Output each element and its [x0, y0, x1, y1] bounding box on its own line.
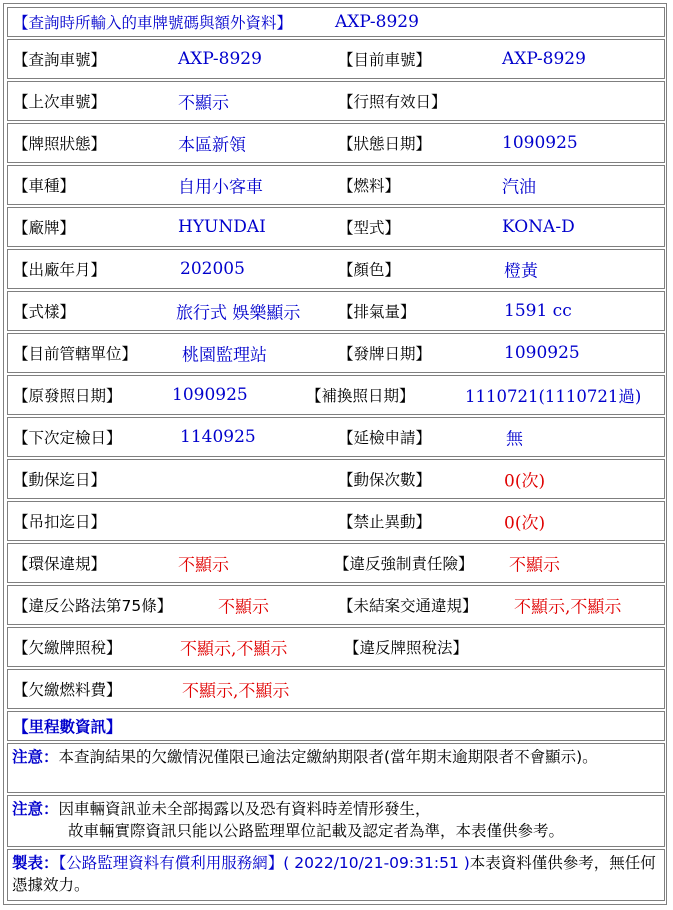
- note-disclaimer: [7, 795, 665, 847]
- label-highway-act-violation: 【違反公路法第75條】: [13, 597, 173, 615]
- value-plate-status: 本區新領: [178, 135, 246, 156]
- label-manufacture-date: 【出廠年月】: [13, 261, 107, 279]
- label-insurance-violation: 【違反強制責任險】: [334, 555, 474, 573]
- query-title-value: AXP-8929: [335, 12, 419, 32]
- label-issue-date: 【發牌日期】: [338, 345, 432, 363]
- label-plate-status: 【牌照狀態】: [13, 135, 107, 153]
- note-disclaimer-line2: 故車輛實際資訊只能以公路監理單位記載及認定者為準，本表僅供參考。: [68, 822, 565, 840]
- value-insurance-violation: 不顯示: [509, 555, 560, 576]
- label-pending-traffic-violation: 【未結案交通違規】: [338, 597, 478, 615]
- row-vehicle-type: [7, 165, 665, 205]
- note-disclaimer-line1: 因車輛資訊並未全部揭露以及恐有資料時差情形發生，: [58, 800, 431, 818]
- value-inspection-extension: 無: [506, 429, 523, 450]
- footer-label: 製表：: [12, 854, 59, 872]
- note-overdue-text: 本查詢結果的欠繳情況僅限已逾法定繳納期限者(當年期末逾期限者不會顯示)。: [58, 748, 598, 766]
- label-replacement-date: 【補換照日期】: [306, 387, 415, 405]
- value-body-style: 旅行式 娛樂顯示: [176, 303, 301, 324]
- row-manufacture-date: [7, 249, 665, 289]
- value-status-date: 1090925: [502, 133, 578, 153]
- label-next-inspection: 【下次定檢日】: [13, 429, 122, 447]
- value-highway-act-violation: 不顯示: [218, 597, 269, 618]
- label-current-plate: 【目前車號】: [338, 51, 432, 69]
- row-original-issue: [7, 375, 665, 415]
- value-vehicle-type: 自用小客車: [178, 177, 263, 198]
- value-unpaid-fuel-fee: 不顯示,不顯示: [182, 681, 290, 702]
- report-footer: [7, 849, 665, 901]
- row-query-plate: [7, 39, 665, 79]
- label-jurisdiction: 【目前管轄單位】: [13, 345, 138, 363]
- row-lien-expiry: [7, 459, 665, 499]
- value-fuel: 汽油: [502, 177, 536, 198]
- value-previous-plate: 不顯示: [178, 93, 229, 114]
- label-previous-plate: 【上次車號】: [13, 93, 107, 111]
- note-overdue: [7, 743, 665, 793]
- value-brand: HYUNDAI: [178, 217, 266, 237]
- row-jurisdiction: [7, 333, 665, 373]
- row-brand: [7, 207, 665, 247]
- footer-disclaimer: 本表資料僅供參考，無任何憑據效力。: [12, 854, 656, 894]
- value-manufacture-date: 202005: [180, 259, 245, 279]
- row-license-tax: [7, 627, 665, 667]
- note-disclaimer-label: 注意：: [12, 800, 59, 818]
- row-highway-act: [7, 585, 665, 625]
- value-original-issue-date: 1090925: [172, 385, 248, 405]
- mileage-section: [7, 711, 665, 741]
- label-unpaid-fuel-fee: 【欠繳燃料費】: [13, 681, 122, 699]
- row-suspension-expiry: [7, 501, 665, 541]
- value-color: 橙黃: [504, 261, 538, 282]
- label-environmental-violation: 【環保違規】: [13, 555, 107, 573]
- row-environmental: [7, 543, 665, 583]
- label-brand: 【廠牌】: [13, 219, 76, 237]
- label-license-tax-violation: 【違反牌照稅法】: [344, 639, 469, 657]
- label-status-date: 【狀態日期】: [338, 135, 432, 153]
- footer-source-link[interactable]: 【公路監理資料有償利用服務網】: [58, 854, 284, 872]
- label-color: 【顏色】: [338, 261, 401, 279]
- row-previous-plate: [7, 81, 665, 121]
- value-model: KONA-D: [502, 217, 575, 237]
- label-displacement: 【排氣量】: [338, 303, 416, 321]
- label-suspension-expiry: 【吊扣迄日】: [13, 513, 107, 531]
- value-jurisdiction: 桃園監理站: [182, 345, 267, 366]
- label-original-issue-date: 【原發照日期】: [13, 387, 122, 405]
- label-fuel: 【燃料】: [338, 177, 401, 195]
- value-current-plate: AXP-8929: [502, 49, 586, 69]
- row-next-inspection: [7, 417, 665, 457]
- row-fuel-fee: [7, 669, 665, 709]
- label-transfer-ban: 【禁止異動】: [338, 513, 432, 531]
- query-title-row: [7, 7, 665, 37]
- label-inspection-extension: 【延檢申請】: [338, 429, 432, 447]
- row-body-style: [7, 291, 665, 331]
- row-plate-status: [7, 123, 665, 163]
- value-next-inspection: 1140925: [180, 427, 256, 447]
- label-lien-expiry: 【動保迄日】: [13, 471, 107, 489]
- value-displacement: 1591 cc: [504, 301, 572, 321]
- value-environmental-violation: 不顯示: [178, 555, 229, 576]
- mileage-section-title: 【里程數資訊】: [13, 718, 122, 736]
- value-transfer-ban: 0(次): [504, 513, 546, 534]
- label-model: 【型式】: [338, 219, 401, 237]
- footer-timestamp: ( 2022/10/21-09:31:51 ): [283, 854, 470, 872]
- label-license-valid-date: 【行照有效日】: [338, 93, 447, 111]
- value-query-plate: AXP-8929: [178, 49, 262, 69]
- label-vehicle-type: 【車種】: [13, 177, 76, 195]
- value-lien-count: 0(次): [504, 471, 546, 492]
- value-pending-traffic-violation: 不顯示,不顯示: [514, 597, 622, 618]
- value-replacement-date: 1110721(1110721過): [465, 387, 642, 406]
- value-unpaid-license-tax: 不顯示,不顯示: [180, 639, 288, 660]
- note-overdue-label: 注意：: [12, 748, 59, 766]
- query-title-label: 【查詢時所輸入的車牌號碼與額外資料】: [13, 14, 293, 32]
- label-lien-count: 【動保次數】: [338, 471, 432, 489]
- label-body-style: 【式樣】: [13, 303, 76, 321]
- value-issue-date: 1090925: [504, 343, 580, 363]
- label-unpaid-license-tax: 【欠繳牌照稅】: [13, 639, 122, 657]
- label-query-plate: 【查詢車號】: [13, 51, 107, 69]
